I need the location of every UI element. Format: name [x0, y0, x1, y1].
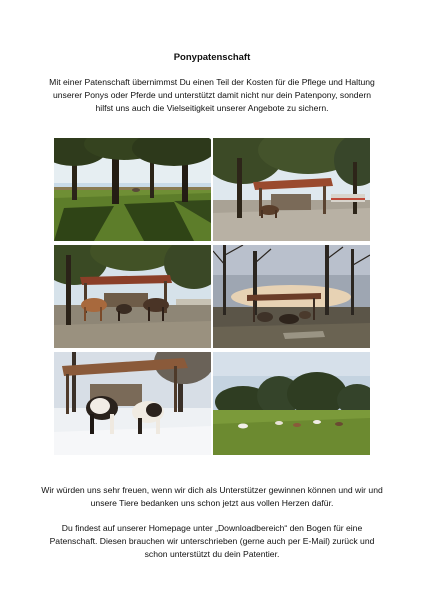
photo-ponies-in-snow — [54, 352, 211, 455]
thanks-paragraph: Wir würden uns sehr freuen, wenn wir dich als Unterstützer gewinnen können und wir und unsere Tiere bedanken uns schon jetzt aus vollen Herzen dafür. — [41, 485, 383, 509]
page-title: Ponypatenschaft — [173, 52, 251, 63]
intro-paragraph: Mit einer Patenschaft übernimmst Du einen Teil der Kosten für die Pflege und Haltung unserer Ponys oder Pferde und unterstützt damit nicht nur dein Patenpony, sondern hilfst uns auch die Vielseitigkeit unserer Angebote zu sichern. — [49, 77, 375, 114]
photo-shelter-sunset — [213, 245, 370, 348]
download-info-paragraph: Du findest auf unserer Homepage unter „Downloadbereich“ den Bogen für eine Patenschaft. Diesen brauchen wir unterschrieben (gerne auch per E-Mail) zurück und schon unterstützt du dein Patentier. — [49, 523, 375, 560]
photo-pasture-trees-shadows — [54, 138, 211, 241]
photo-horses-at-hay-shelter — [54, 245, 211, 348]
photo-horses-on-meadow — [213, 352, 370, 455]
photo-shelter-under-trees — [213, 138, 370, 241]
